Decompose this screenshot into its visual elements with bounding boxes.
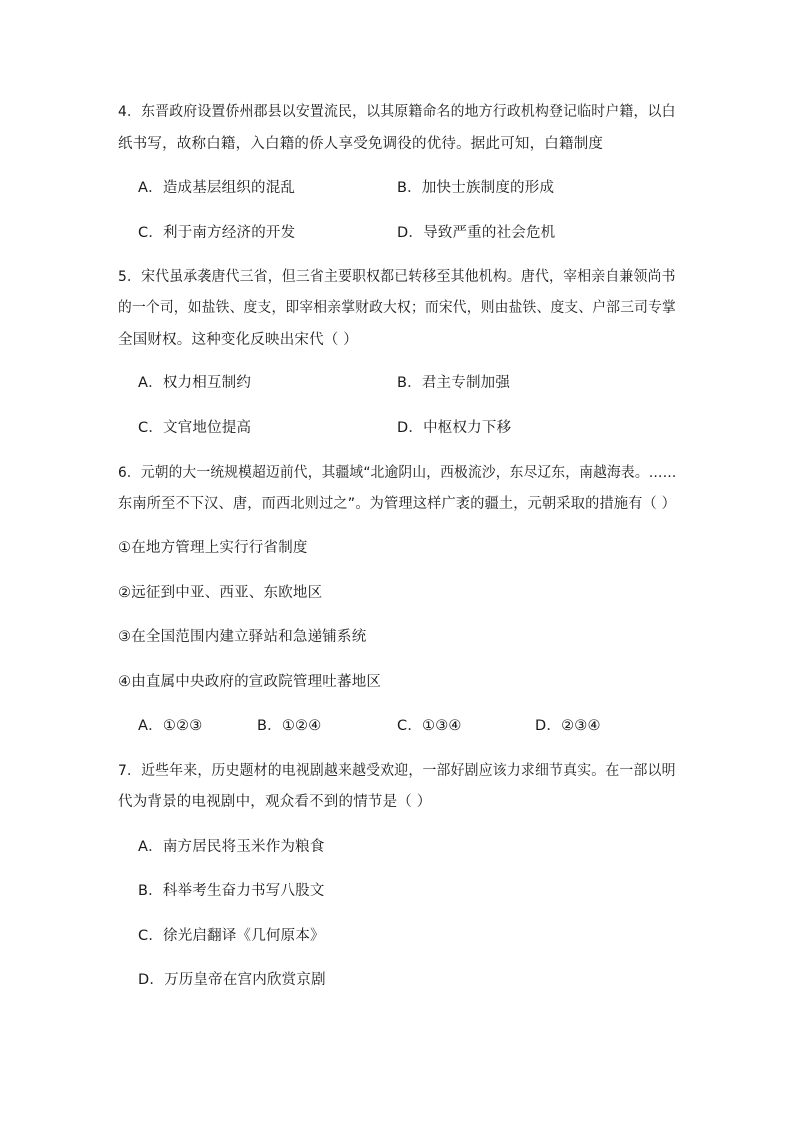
q6-option-b: B．①②④ bbox=[257, 718, 322, 734]
q4-option-c: C．利于南方经济的开发 bbox=[138, 225, 296, 241]
q6-stem-line-2: 东南所至不下汉、唐，而西北则过之”。为管理这样广袤的疆土，元朝采取的措施有（ ） bbox=[118, 496, 676, 512]
q7-option-b: B．科举考生奋力书写八股文 bbox=[138, 883, 325, 899]
q6-item-1: ①在地方管理上实行行省制度 bbox=[118, 540, 308, 556]
q6-option-c: C．①③④ bbox=[397, 718, 462, 734]
q7-option-d: D．万历皇帝在宫内欣赏京剧 bbox=[138, 972, 326, 988]
q5-stem-line-3: 全国财权。这种变化反映出宋代（ ） bbox=[118, 332, 359, 348]
q6-item-3: ③在全国范围内建立驿站和急递铺系统 bbox=[118, 629, 367, 645]
q5-option-d: D．中枢权力下移 bbox=[397, 420, 512, 436]
q7-stem-line-1: 7．近些年来，历史题材的电视剧越来越受欢迎，一部好剧应该力求细节真实。在一部以明 bbox=[118, 763, 676, 779]
q6-item-4: ④由直属中央政府的宣政院管理吐蕃地区 bbox=[118, 674, 382, 690]
q4-option-d: D．导致严重的社会危机 bbox=[397, 225, 556, 241]
q6-stem-line-1: 6．元朝的大一统规模超迈前代，其疆域“北逾阴山，西极流沙，东尽辽东，南越海表。…… bbox=[118, 465, 677, 481]
q5-option-b: B．君主专制加强 bbox=[397, 375, 511, 391]
q6-option-a: A．①②③ bbox=[138, 718, 203, 734]
q4-stem-line-2: 纸书写，故称白籍，入白籍的侨人享受免调役的优待。据此可知，白籍制度 bbox=[118, 136, 604, 152]
q4-option-a: A．造成基层组织的混乱 bbox=[138, 180, 296, 196]
q4-option-b: B．加快士族制度的形成 bbox=[397, 180, 555, 196]
q5-stem-line-1: 5．宋代虽承袭唐代三省，但三省主要职权都已转移至其他机构。唐代，宰相亲自兼领尚书 bbox=[118, 269, 676, 285]
q5-option-a: A．权力相互制约 bbox=[138, 375, 252, 391]
q7-stem-line-2: 代为背景的电视剧中，观众看不到的情节是（ ） bbox=[118, 794, 432, 810]
q7-option-c: C．徐光启翻译《几何原本》 bbox=[138, 928, 325, 944]
q6-option-d: D．②③④ bbox=[535, 718, 601, 734]
q5-option-c: C．文官地位提高 bbox=[138, 420, 252, 436]
q7-option-a: A．南方居民将玉米作为粮食 bbox=[138, 839, 325, 855]
q4-stem-line-1: 4．东晋政府设置侨州郡县以安置流民，以其原籍命名的地方行政机构登记临时户籍，以白 bbox=[118, 104, 676, 120]
q5-stem-line-2: 的一个司，如盐铁、度支，即宰相亲掌财政大权；而宋代，则由盐铁、度支、户部三司专掌 bbox=[118, 300, 677, 316]
q6-item-2: ②远征到中亚、西亚、东欧地区 bbox=[118, 585, 323, 601]
